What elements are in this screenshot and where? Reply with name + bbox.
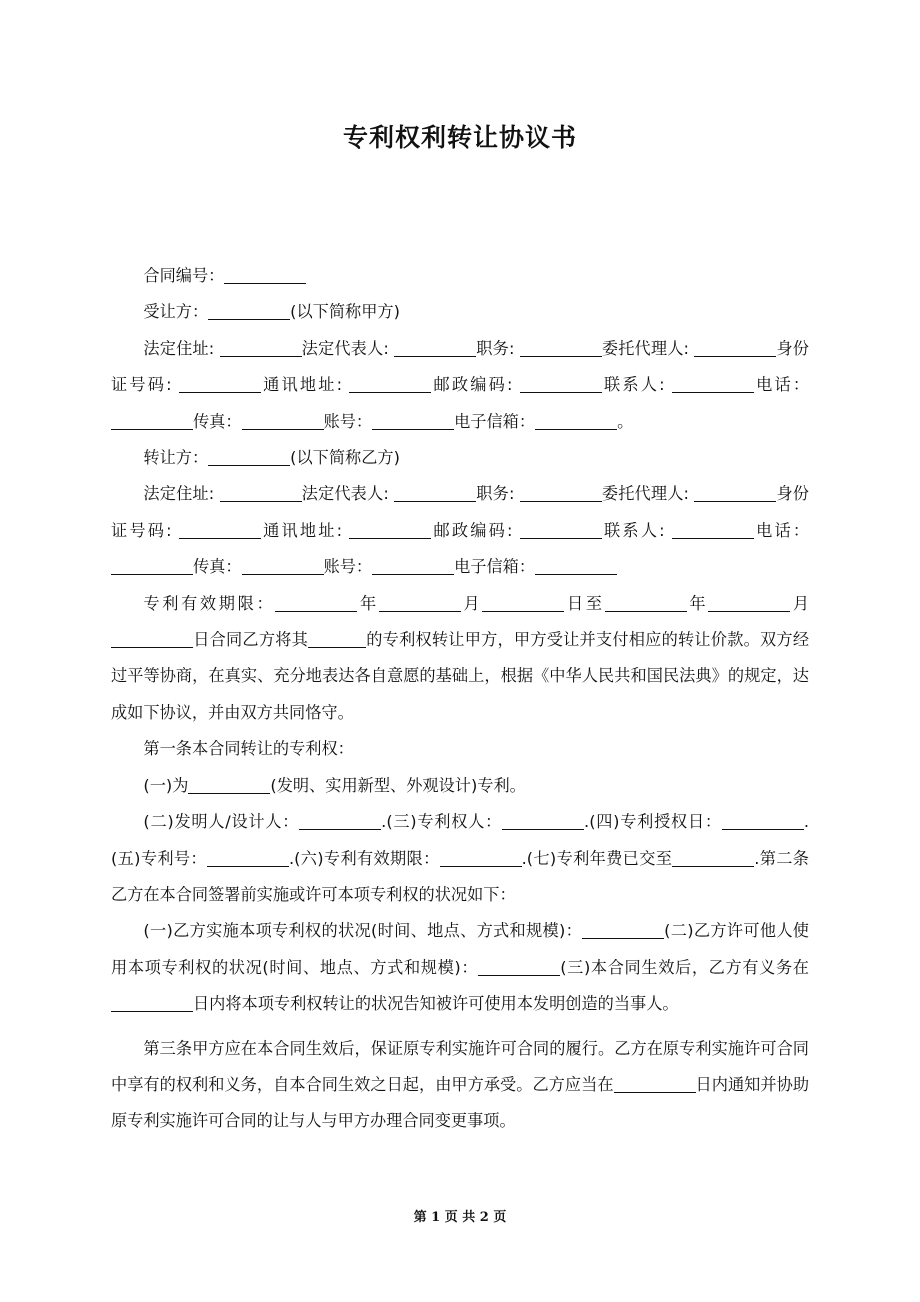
paragraph-text: 年	[357, 593, 379, 613]
paragraph-text: 委托代理人:	[601, 484, 695, 504]
fill-in-blank[interactable]	[208, 447, 290, 466]
paragraph-text: 专利有效期限：	[143, 593, 276, 613]
fill-in-blank[interactable]	[694, 338, 776, 357]
paragraph-text: 日至	[564, 593, 605, 613]
paragraph-text: 通讯地址:	[260, 375, 350, 395]
paragraph-text: 身份证号码:	[111, 338, 809, 395]
paragraph-text: 日内将本项专利权转让的状况告知被许可使用本发明创造的当事人。	[193, 994, 679, 1014]
paragraph-text: 身份证号码:	[111, 484, 809, 540]
paragraph-text: .(六)专利有效期限：	[288, 848, 440, 868]
paragraph	[111, 804, 809, 913]
fill-in-blank[interactable]	[535, 556, 617, 575]
fill-in-blank[interactable]	[708, 593, 790, 612]
paragraph-text: 职务:	[476, 484, 520, 504]
fill-in-blank[interactable]	[111, 993, 193, 1012]
paragraph-text: 法定住址:	[143, 484, 220, 504]
paragraph-text: (二)乙方许可他人使用本项专利权的状况(时间、地点、方式和规模)：	[111, 921, 809, 977]
fill-in-blank[interactable]	[242, 556, 324, 575]
paragraph-text: 传真：	[193, 411, 242, 431]
fill-in-blank[interactable]	[275, 593, 357, 612]
fill-in-blank[interactable]	[349, 374, 431, 393]
fill-in-blank[interactable]	[502, 811, 584, 830]
paragraph-text: 联系人:	[601, 520, 672, 540]
paragraph-text: 电话：	[753, 375, 809, 395]
paragraph-text: 职务:	[476, 338, 520, 358]
fill-in-blank[interactable]	[179, 374, 261, 393]
paragraph-text: (以下简称乙方)	[290, 448, 400, 468]
paragraph	[111, 913, 809, 1022]
fill-in-blank[interactable]	[520, 484, 602, 503]
fill-in-blank[interactable]	[394, 338, 476, 357]
fill-in-blank[interactable]	[672, 520, 754, 539]
fill-in-blank[interactable]	[535, 411, 617, 430]
paragraph	[111, 331, 809, 440]
paragraph-text: 邮政编码:	[431, 520, 520, 540]
fill-in-blank[interactable]	[224, 265, 306, 284]
fill-in-blank[interactable]	[220, 338, 302, 357]
document-title: 专利权利转让协议书	[342, 123, 577, 152]
page-footer: 第 1 页 共 2 页	[413, 1210, 507, 1225]
fill-in-blank[interactable]	[208, 302, 290, 321]
fill-in-blank[interactable]	[111, 411, 193, 430]
fill-in-blank[interactable]	[478, 957, 560, 976]
paragraph-text: .(三)专利权人：	[381, 812, 503, 832]
paragraph-text: 通讯地址:	[260, 520, 350, 540]
paragraph	[111, 258, 809, 294]
paragraph-text: (发明、实用新型、外观设计)专利。	[270, 775, 526, 795]
paragraph-text: 月	[790, 593, 810, 613]
paragraph	[111, 586, 809, 732]
fill-in-blank[interactable]	[672, 374, 754, 393]
fill-in-blank[interactable]	[111, 629, 193, 648]
paragraph-text: 联系人:	[601, 375, 672, 395]
paragraph-text: 法定代表人:	[301, 484, 395, 504]
fill-in-blank[interactable]	[582, 921, 664, 940]
paragraph-text: 法定代表人:	[301, 338, 395, 358]
paragraph-text: 账号：	[323, 411, 373, 431]
paragraph-text: 合同编号：	[143, 266, 225, 285]
fill-in-blank[interactable]	[372, 411, 454, 430]
fill-in-blank[interactable]	[394, 484, 476, 503]
paragraph-text: 年	[686, 593, 709, 613]
fill-in-blank[interactable]	[372, 556, 454, 575]
paragraph	[111, 440, 809, 476]
paragraph-text: (三)本合同生效后，乙方有义务在	[560, 957, 809, 977]
fill-in-blank[interactable]	[299, 811, 381, 830]
fill-in-blank[interactable]	[242, 411, 324, 430]
paragraph-text: 日合同乙方将其	[193, 630, 309, 650]
paragraph-text: (二)发明人/设计人：	[143, 812, 300, 832]
paragraph-text: 法定住址:	[143, 338, 220, 358]
fill-in-blank[interactable]	[179, 520, 261, 539]
paragraph-text: (一)为	[143, 775, 189, 795]
document-body	[111, 258, 809, 1140]
paragraph-text: (一)乙方实施本项专利权的状况(时间、地点、方式和规模)：	[143, 921, 583, 941]
paragraph	[111, 294, 809, 330]
paragraph-text: 。	[617, 411, 634, 431]
fill-in-blank[interactable]	[520, 520, 602, 539]
paragraph-text: (以下简称甲方)	[290, 302, 400, 322]
paragraph-text: 的专利权转让甲方，甲方受让并支付相应的转让价款。双方经过平等协商，在真实、充分地表达各自意愿的基础上，根据《中华人民共和国民法典》的规定，达成如下协议，并由双方共同恪守。	[111, 630, 810, 722]
paragraph-text: 第三条甲方应在本合同生效后，保证原专利实施许可合同的履行。乙方在原专利实施许可合同中享有的权利和义务，自本合同生效之日起，由甲方承受。乙方应当在	[111, 1038, 809, 1094]
fill-in-blank[interactable]	[482, 593, 564, 612]
paragraph-text: .(七)专利年费已交至	[521, 848, 673, 868]
fill-in-blank[interactable]	[308, 629, 366, 648]
paragraph-text: 日内通知并协助原专利实施许可合同的让与人与甲方办理合同变更事项。	[111, 1074, 810, 1131]
paragraph-text: 传真：	[193, 557, 242, 577]
paragraph-text: 受让方：	[143, 302, 209, 322]
paragraph-text: .第二条乙方在本合同签署前实施或许可本项专利权的状况如下：	[111, 848, 809, 904]
fill-in-blank[interactable]	[694, 484, 776, 503]
paragraph-text: 电子信箱：	[454, 557, 536, 577]
paragraph-text: 月	[460, 593, 483, 613]
paragraph	[111, 1031, 809, 1140]
paragraph-text: 第一条本合同转让的专利权：	[143, 739, 354, 759]
fill-in-blank[interactable]	[207, 848, 289, 867]
fill-in-blank[interactable]	[520, 338, 602, 357]
fill-in-blank[interactable]	[614, 1074, 696, 1093]
paragraph-text: 电话：	[753, 520, 809, 540]
paragraph	[111, 731, 809, 767]
fill-in-blank[interactable]	[672, 848, 754, 867]
paragraph-text: 转让方：	[143, 448, 209, 468]
paragraph	[111, 768, 809, 804]
fill-in-blank[interactable]	[220, 484, 302, 503]
fill-in-blank[interactable]	[722, 811, 804, 830]
fill-in-blank[interactable]	[605, 593, 687, 612]
fill-in-blank[interactable]	[349, 520, 431, 539]
fill-in-blank[interactable]	[111, 556, 193, 575]
fill-in-blank[interactable]	[188, 775, 270, 794]
paragraph-text: 账号：	[323, 557, 373, 577]
paragraph-text: 委托代理人:	[601, 338, 695, 358]
fill-in-blank[interactable]	[440, 848, 522, 867]
paragraph-text: .(五)专利号：	[111, 812, 809, 868]
fill-in-blank[interactable]	[379, 593, 461, 612]
paragraph-text: 邮政编码:	[431, 375, 520, 395]
paragraph-text: .(四)专利授权日：	[584, 812, 722, 832]
fill-in-blank[interactable]	[520, 374, 602, 393]
paragraph	[111, 476, 809, 585]
paragraph-text: 电子信箱：	[454, 411, 536, 431]
